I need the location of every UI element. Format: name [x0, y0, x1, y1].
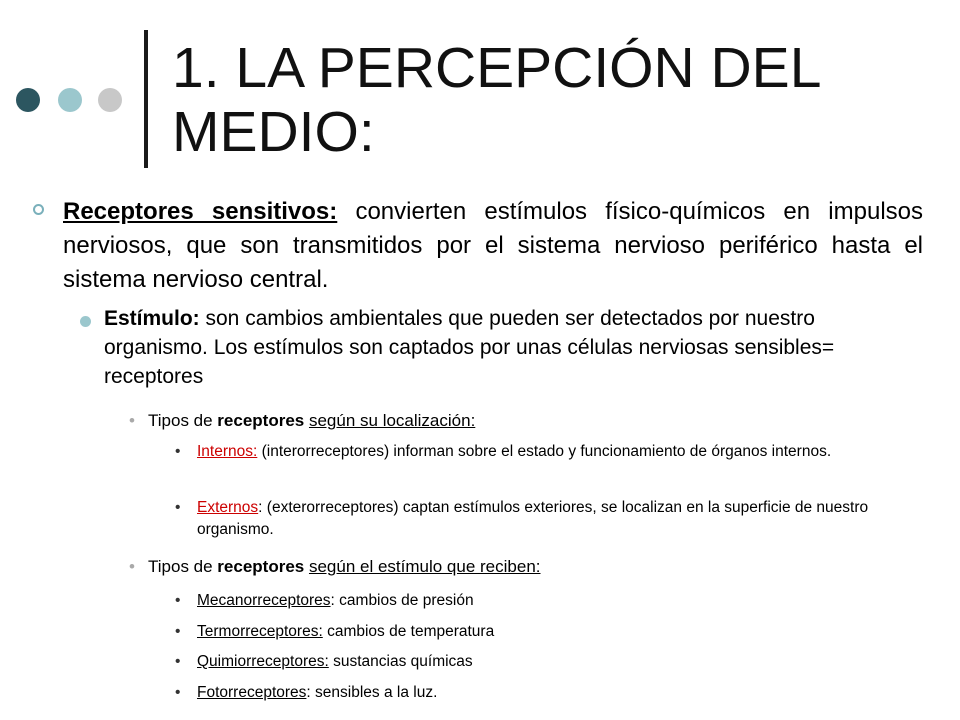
- bullet-estimulo: [104, 304, 924, 391]
- item-text: : cambios de presión: [330, 592, 474, 609]
- term-termorreceptores: Termorreceptores:: [197, 623, 323, 640]
- term-receptores-sensitivos: Receptores sensitivos:: [63, 198, 338, 225]
- bullet-text: son cambios ambientales que pueden ser detectados por nuestro organismo. Los estímulos son captados por unas células nerviosas sensibles= receptores: [104, 307, 835, 388]
- item-text: : sensibles a la luz.: [306, 684, 438, 701]
- term-fotorreceptores: Fotorreceptores: [197, 684, 307, 701]
- item-text: sustancias químicas: [328, 653, 473, 670]
- item-text: (interorreceptores) informan sobre el estado y funcionamiento de órganos internos.: [257, 443, 832, 460]
- prefix-text: Tipos de: [148, 411, 218, 430]
- decorative-dot-dark: [16, 88, 40, 112]
- term-mecanorreceptores: Mecanorreceptores: [197, 592, 331, 609]
- bullet-icon: •: [175, 443, 181, 460]
- bullet-icon: •: [129, 557, 135, 576]
- item-text: : (exterorreceptores) captan estímulos exteriores, se localizan en la superficie de nuestro organismo.: [197, 499, 869, 538]
- bullet-dot-icon: [80, 316, 91, 327]
- decorative-dot-light: [58, 88, 82, 112]
- term-estimulo: Estímulo:: [104, 307, 200, 330]
- prefix-text: Tipos de: [148, 557, 218, 576]
- term-externos: Externos: [197, 499, 259, 516]
- bullet-receptores-sensitivos: [63, 195, 923, 297]
- bullet-icon: •: [175, 499, 181, 516]
- item-text: cambios de temperatura: [322, 623, 495, 640]
- bullet-icon: •: [175, 653, 181, 670]
- bullet-icon: •: [129, 411, 135, 430]
- bullet-icon: •: [175, 684, 181, 701]
- decorative-dot-gray: [98, 88, 122, 112]
- title-divider-bar: [144, 30, 148, 168]
- bullet-icon: •: [175, 623, 181, 640]
- term-internos: Internos:: [197, 443, 258, 460]
- slide-title: 1. LA PERCEPCIÓN DEL MEDIO:: [172, 36, 820, 164]
- term-quimiorreceptores: Quimiorreceptores:: [197, 653, 329, 670]
- bullet-ring-icon: [33, 204, 44, 215]
- bold-receptores: receptores: [217, 411, 305, 430]
- bullet-icon: •: [175, 592, 181, 609]
- bullet-text: convierten estímulos físico-químicos en impulsos nerviosos, que son transmitidos por el sistema nervioso periférico hasta el sistema nervioso central.: [63, 198, 923, 293]
- bold-receptores: receptores: [217, 557, 305, 576]
- criterion-text: según su localización:: [308, 411, 476, 430]
- criterion-text: según el estímulo que reciben:: [308, 557, 541, 576]
